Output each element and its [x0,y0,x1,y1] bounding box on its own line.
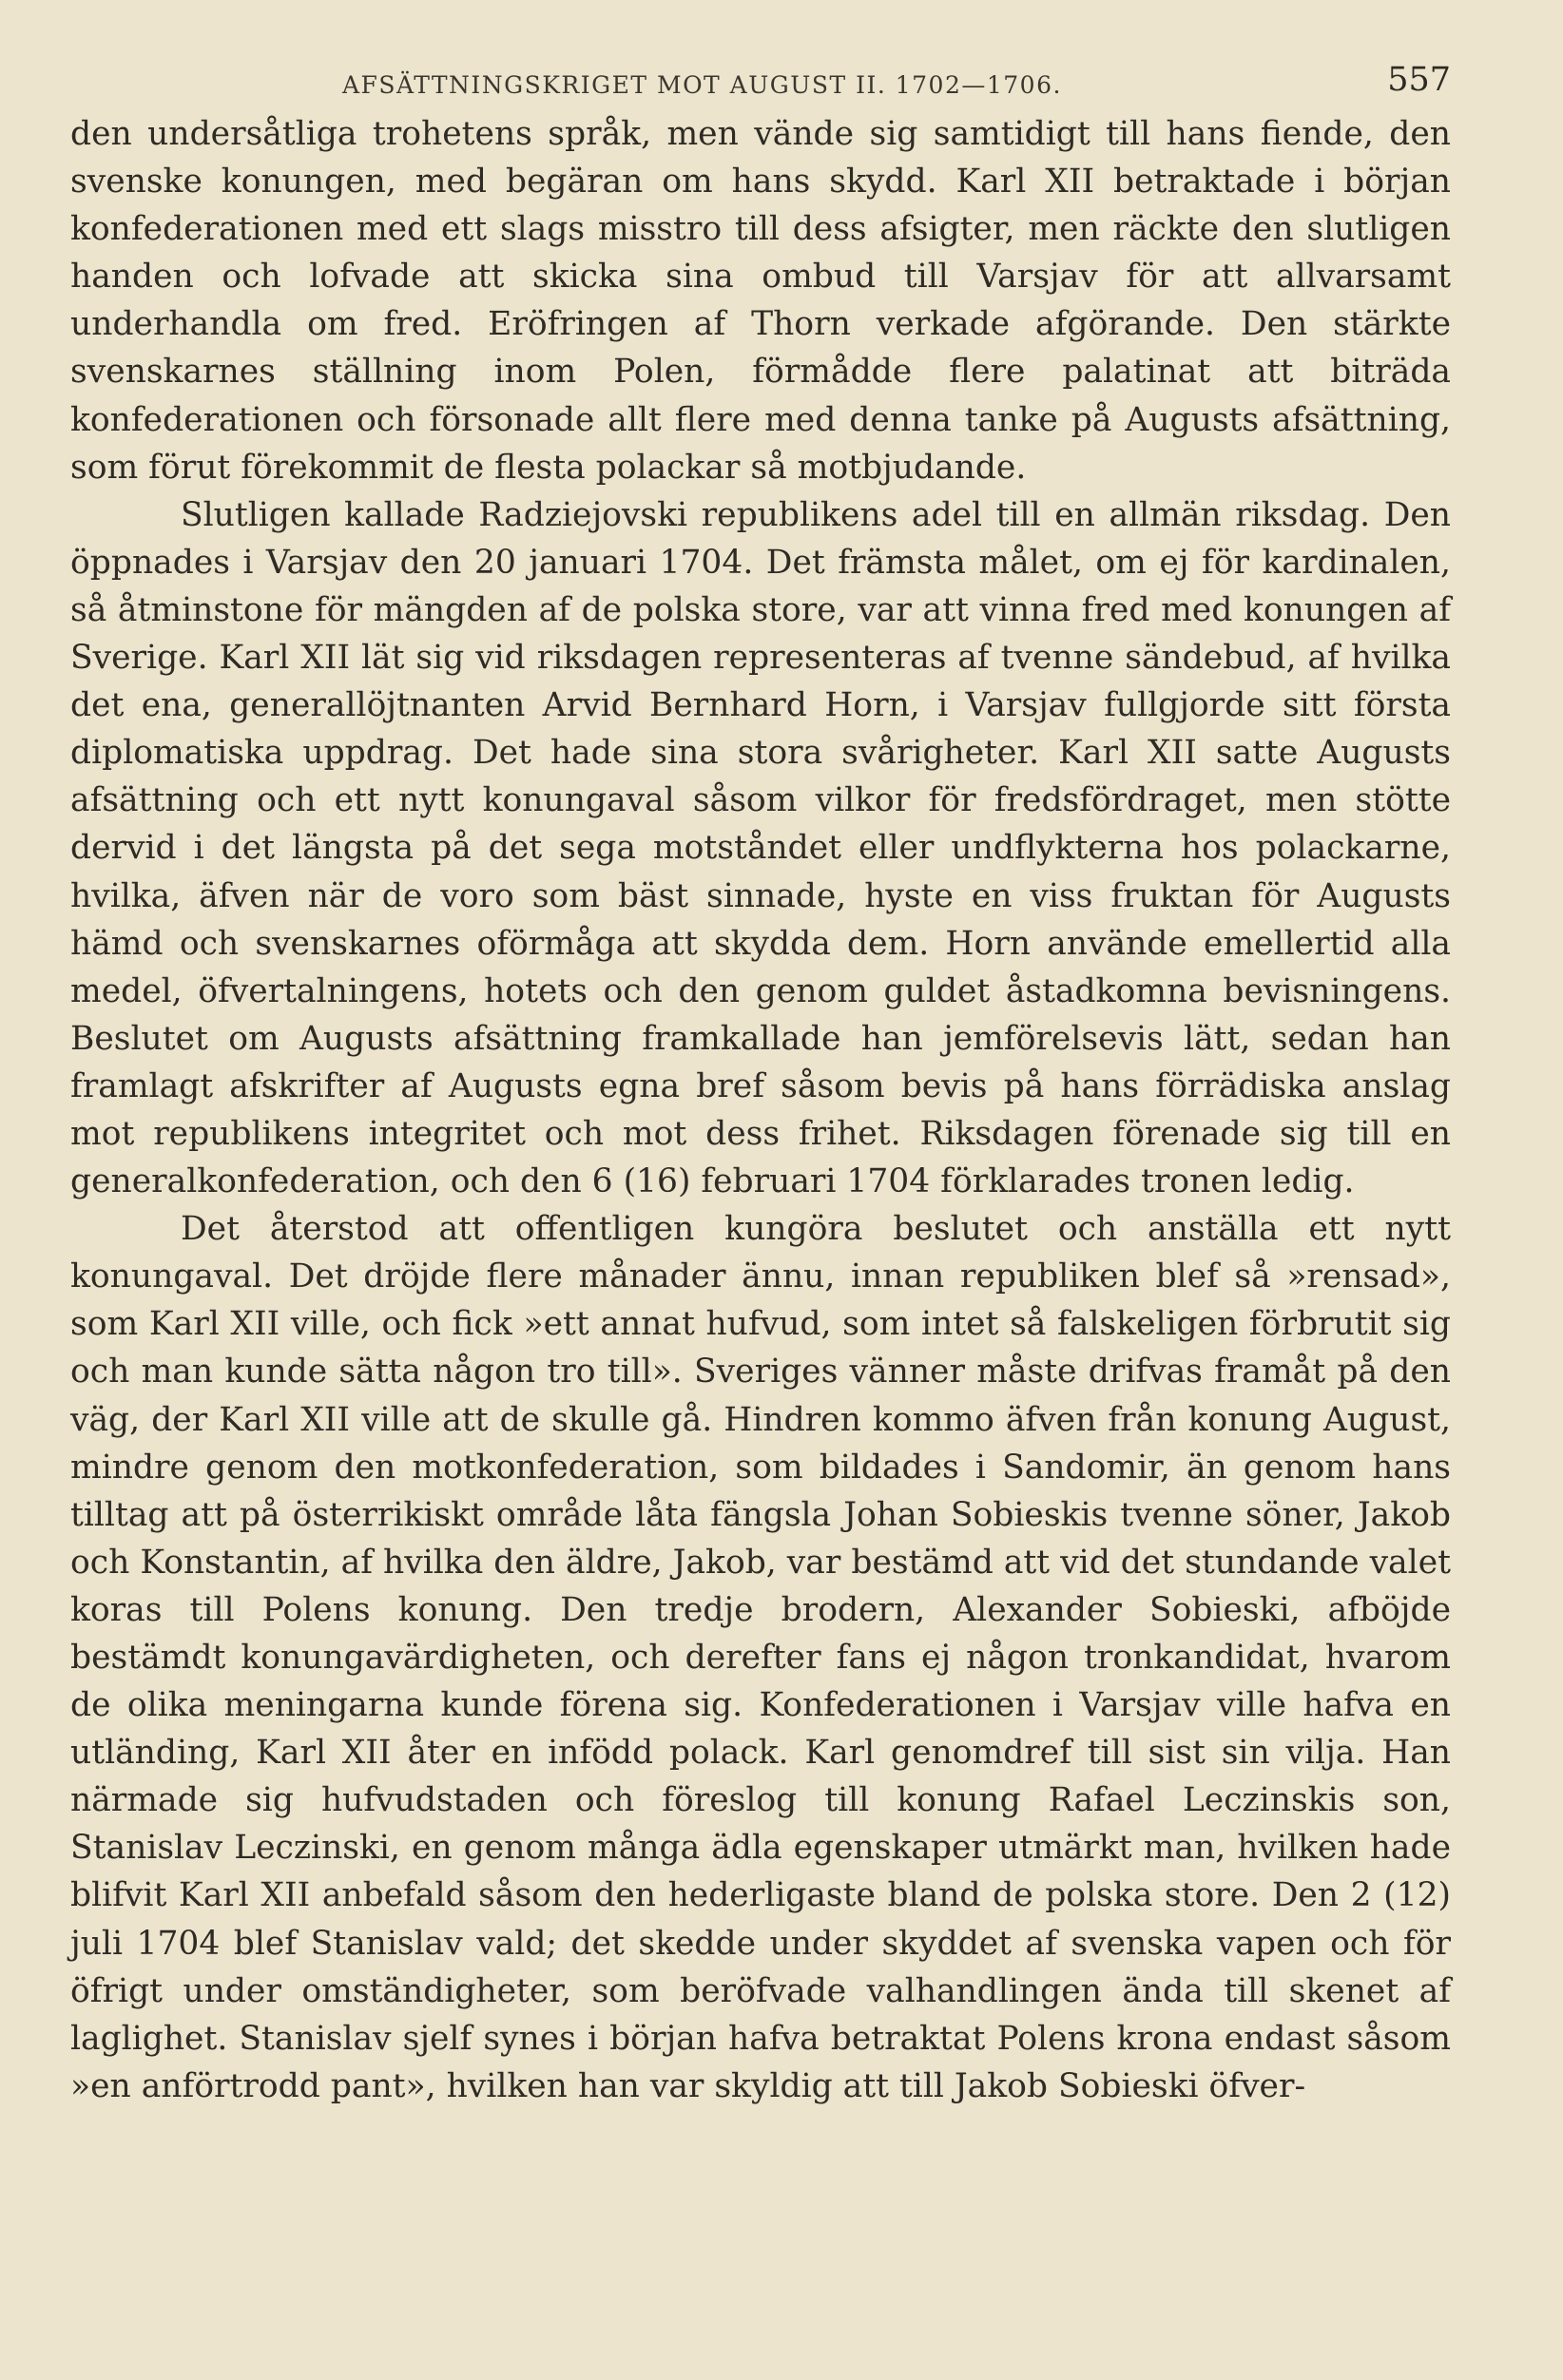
body-text [70,110,1451,2110]
page-number: 557 [1387,61,1451,99]
running-title: AFSÄTTNINGSKRIGET MOT AUGUST II. 1702—1706. [342,71,1062,99]
page-header [342,42,1451,99]
paragraph-1: den undersåtliga trohetens språk, men vände sig samtidigt till hans fiende, den svenske konungen, med begäran om hans skydd. Karl XII betraktade i början konfederationen med ett slags misstro till dess afsigter, men räckte den slutligen handen och lofvade att skicka sina ombud till Varsjav för att allvarsamt underhandla om fred. Eröfringen af Thorn verkade afgörande. Den stärkte svenskarnes ställning inom Polen, förmådde flere palatinat att biträda konfederationen och försonade allt flere med denna tanke på Augusts afsättning, som förut förekommit de flesta polackar så motbjudande. [70,115,1451,487]
paragraph-3: Det återstod att offentligen kungöra beslutet och anställa ett nytt konungaval. Det dröjde flere månader ännu, innan republiken blef så »rensad», som Karl XII ville, och fick »ett annat hufvud, som intet så falskeligen förbrutit sig och man kunde sätta någon tro till». Sveriges vänner måste drifvas framåt på den väg, der Karl XII ville att de skulle gå. Hindren kommo äfven från konung August, mindre genom den motkonfederation, som bildades i Sandomir, än genom hans tilltag att på österrikiskt område låta fängsla Johan Sobieskis tvenne söner, Jakob och Konstantin, af hvilka den äldre, Jakob, var bestämd att vid det stundande valet koras till Polens konung. Den tredje brodern, Alexander Sobieski, afböjde bestämdt konungavärdigheten, och derefter fans ej någon tronkandidat, hvarom de olika meningarna kunde förena sig. Konfederationen i Varsjav ville hafva en utländing, Karl XII åter en infödd polack. Karl genomdref till sist sin vilja. Han närmade sig hufvudstaden och föreslog till konung Rafael Leczinskis son, Stanislav Leczinski, en genom många ädla egenskaper utmärkt man, hvilken hade blifvit Karl XII anbefald såsom den hederligaste bland de polska store. Den 2 (12) juli 1704 blef Stanislav vald; det skedde under skyddet af svenska vapen och för öfrigt under omständigheter, som beröfvade valhandlingen ända till skenet af laglighet. Stanislav sjelf synes i början hafva betraktat Polens krona endast såsom »en anförtrodd pant», hvilken han var skyldig att till Jakob Sobieski öfver- [70,1210,1451,2105]
paragraph-2: Slutligen kallade Radziejovski republikens adel till en allmän riksdag. Den öppnades i Varsjav den 20 januari 1704. Det främsta målet, om ej för kardinalen, så åtminstone för mängden af de polska store, var att vinna fred med konungen af Sverige. Karl XII lät sig vid riksdagen representeras af tvenne sändebud, af hvilka det ena, generallöjtnanten Arvid Bernhard Horn, i Varsjav fullgjorde sitt första diplomatiska uppdrag. Det hade sina stora svårigheter. Karl XII satte Augusts afsättning och ett nytt konungaval såsom vilkor för fredsfördraget, men stötte dervid i det längsta på det sega motståndet eller undflykterna hos polackarne, hvilka, äfven när de voro som bäst sinnade, hyste en viss fruktan för Augusts hämd och svenskarnes oförmåga att skydda dem. Horn använde emellertid alla medel, öfvertalningens, hotets och den genom guldet åstadkomna bevisningens. Beslutet om Augusts afsättning framkallade han jemförelsevis lätt, sedan han framlagt afskrifter af Augusts egna bref såsom bevis på hans förrädiska anslag mot republikens integritet och mot dess frihet. Riksdagen förenade sig till en generalkonfederation, och den 6 (16) februari 1704 förklarades tronen ledig. [70,495,1451,1201]
